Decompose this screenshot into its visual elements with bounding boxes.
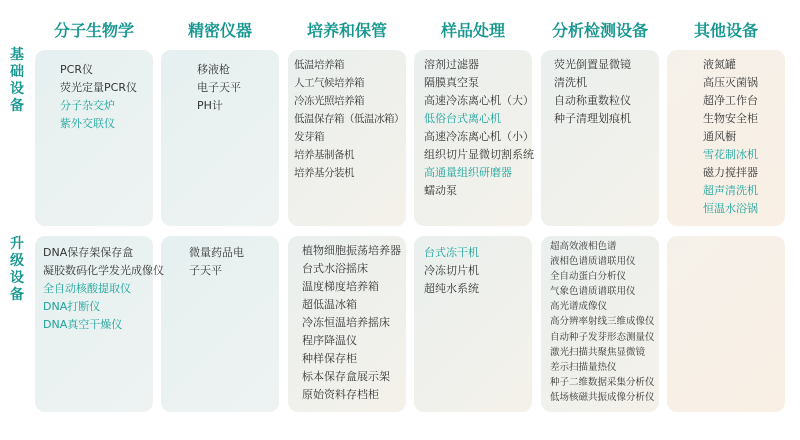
equipment-list — [302, 242, 401, 404]
equipment-item: 超低温冰箱 — [302, 298, 357, 311]
equipment-list — [60, 61, 137, 133]
row-label: 基础设备 — [10, 47, 24, 114]
equipment-item: 标本保存盒展示架 — [302, 370, 390, 383]
equipment-item: 程序降温仪 — [302, 334, 357, 347]
category-card — [35, 50, 153, 226]
equipment-item: 全自动核酸提取仪 — [43, 282, 131, 295]
equipment-item: 溶剂过滤器 — [424, 58, 479, 71]
equipment-item: 液氮罐 — [703, 58, 736, 71]
equipment-item: 低俗台式离心机 — [424, 112, 501, 125]
equipment-item: 微量药品电 — [189, 246, 244, 259]
equipment-item: 台式水浴摇床 — [302, 262, 368, 275]
equipment-item: 子天平 — [189, 264, 222, 277]
equipment-item: 全自动蛋白分析仪 — [550, 271, 627, 283]
column-header: 分析检测设备 — [551, 21, 648, 40]
equipment-item: 通风橱 — [703, 130, 736, 143]
equipment-list — [197, 61, 241, 115]
column-header: 精密仪器 — [187, 21, 252, 40]
equipment-item: 台式冻干机 — [424, 246, 479, 259]
equipment-item: 清洗机 — [554, 76, 587, 89]
equipment-item: 气象色谱质谱联用仪 — [550, 286, 636, 298]
equipment-item: 超纯水系统 — [424, 282, 479, 295]
equipment-item: 分子杂交炉 — [60, 99, 115, 112]
equipment-item: 冷冻光照培养箱 — [294, 95, 364, 107]
category-card — [414, 236, 532, 412]
equipment-list — [189, 244, 244, 280]
column-header: 培养和保管 — [306, 21, 387, 40]
equipment-item: 低场核磁共振成像分析仪 — [550, 391, 655, 403]
equipment-list — [703, 56, 758, 218]
equipment-list — [43, 244, 164, 334]
column-header: 分子生物学 — [53, 21, 134, 40]
equipment-item: 冷冻恒温培养摇床 — [302, 316, 390, 329]
equipment-item: 凝胶数码化学发光成像仪 — [43, 264, 164, 277]
equipment-item: 荧光倒置显微镜 — [554, 58, 631, 71]
category-card — [541, 236, 659, 412]
category-card — [667, 50, 785, 226]
equipment-item: 发芽箱 — [294, 131, 324, 143]
equipment-item: 自动称重数粒仪 — [554, 94, 631, 107]
equipment-item: 种样保存柜 — [302, 352, 357, 365]
category-card — [161, 236, 279, 412]
equipment-item: 自动种子发芽形态测量仪 — [550, 331, 655, 343]
category-card — [288, 50, 406, 226]
equipment-item: 组织切片显微切割系统 — [424, 148, 534, 161]
equipment-item: 液相色谱质谱联用仪 — [550, 256, 636, 268]
equipment-item: 高光谱成像仪 — [550, 301, 608, 313]
column-header: 其他设备 — [693, 21, 758, 40]
equipment-item: 紫外交联仪 — [60, 117, 115, 130]
equipment-item: DNA保存架保存盒 — [43, 246, 134, 259]
row-label: 升级设备 — [10, 236, 24, 303]
equipment-item: PCR仪 — [60, 63, 93, 76]
equipment-item: 原始资料存档柜 — [302, 388, 379, 401]
equipment-item: 隔膜真空泵 — [424, 76, 479, 89]
equipment-item: 激光扫描共聚焦显微镜 — [550, 346, 646, 358]
equipment-list — [294, 56, 404, 182]
equipment-item: 恒温水浴锅 — [703, 202, 758, 215]
equipment-item: 荧光定量PCR仪 — [60, 81, 137, 94]
equipment-item: 温度梯度培养箱 — [302, 280, 379, 293]
equipment-item: 高分辨率射线三维成像仪 — [550, 316, 655, 328]
equipment-item: 冷冻切片机 — [424, 264, 479, 277]
equipment-item: 高压灭菌锅 — [703, 76, 758, 89]
category-card — [414, 50, 532, 226]
equipment-item: 植物细胞振荡培养器 — [302, 244, 401, 257]
equipment-list — [424, 56, 534, 200]
equipment-item: 雪花制冰机 — [703, 148, 758, 161]
equipment-item: 高速冷冻离心机（小） — [424, 130, 534, 143]
equipment-item: 低温保存箱（低温冰箱） — [294, 113, 404, 125]
column-header: 样品处理 — [440, 21, 505, 40]
category-card — [541, 50, 659, 226]
equipment-item: PH计 — [197, 99, 223, 112]
equipment-item: 种子二维数据采集分析仪 — [550, 376, 655, 388]
equipment-item: DNA真空干燥仪 — [43, 318, 123, 331]
equipment-item: 移液枪 — [197, 63, 230, 76]
category-card — [35, 236, 164, 412]
equipment-item: 超净工作台 — [703, 94, 758, 107]
category-card — [667, 236, 785, 412]
equipment-item: DNA打断仪 — [43, 300, 101, 313]
equipment-item: 高通量组织研磨器 — [424, 166, 512, 179]
equipment-item: 培养基制备机 — [294, 149, 354, 161]
equipment-item: 种子清理划痕机 — [554, 112, 631, 125]
equipment-list — [554, 56, 631, 128]
equipment-item: 高速冷冻离心机（大） — [424, 94, 534, 107]
category-card — [161, 50, 279, 226]
equipment-list — [424, 244, 479, 298]
equipment-item: 人工气候培养箱 — [294, 77, 364, 89]
equipment-item: 超声清洗机 — [703, 184, 758, 197]
equipment-item: 电子天平 — [197, 81, 241, 94]
equipment-list — [550, 239, 655, 405]
category-card — [288, 236, 406, 412]
equipment-item: 生物安全柜 — [703, 112, 758, 125]
equipment-item: 超高效液相色谱 — [550, 241, 617, 252]
equipment-item: 蠕动泵 — [424, 184, 457, 197]
equipment-item: 低温培养箱 — [294, 59, 344, 71]
equipment-item: 差示扫描量热仪 — [550, 361, 617, 373]
equipment-item: 培养基分装机 — [294, 167, 354, 179]
equipment-item: 磁力搅拌器 — [703, 166, 758, 179]
